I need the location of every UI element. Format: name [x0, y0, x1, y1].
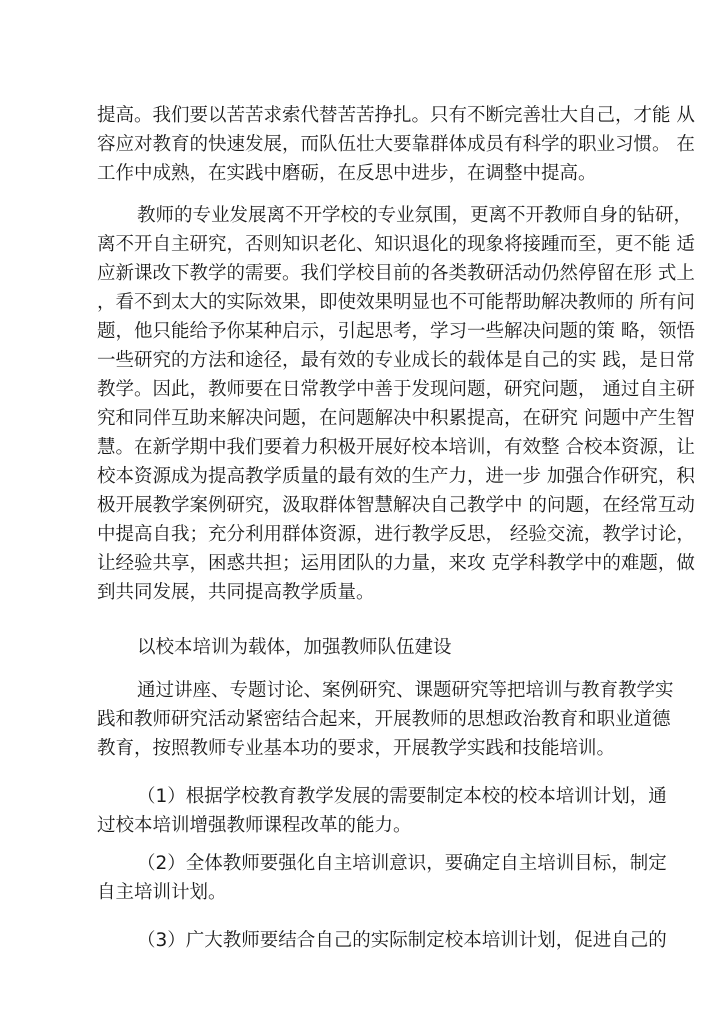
- text-line: 极开展教学案例研究，汲取群体智慧解决自己教学中 的问题，在经常互动: [97, 495, 695, 516]
- paragraph: [97, 926, 667, 955]
- text-line: 慧。在新学期中我们要着力积极开展好校本培训，有效整 合校本资源，让: [97, 437, 695, 458]
- paragraph: [97, 849, 667, 907]
- text-line: 一些研究的方法和途径，最有效的专业成长的载体是自己的实 践，是日常: [97, 350, 695, 371]
- paragraph: [97, 782, 667, 840]
- text-line: 中提高自我；充分利用群体资源，进行教学反思， 经验交流，教学讨论，: [97, 524, 695, 545]
- paragraph: [97, 201, 695, 607]
- text-line: 通过讲座、专题讨论、案例研究、课题研究等把培训与教育教学实: [137, 680, 674, 701]
- text-line: 教师的专业发展离不开学校的专业氛围，更离不开教师自身的钻研，: [137, 205, 693, 226]
- text-line: 教育，按照教师专业基本功的要求，开展教学实践和技能培训。: [97, 738, 616, 759]
- text-line: （1）根据学校教育教学发展的需要制定本校的校本培训计划，通: [137, 786, 667, 807]
- text-line: 题，他只能给予你某种启示，引起思考，学习一些解决问题的策 略，领悟: [97, 321, 695, 342]
- text-line: （3）广大教师要结合自己的实际制定校本培训计划，促进自己的: [137, 930, 667, 951]
- text-line: 让经验共享，困惑共担；运用团队的力量，来攻 克学科教学中的难题，做: [97, 553, 695, 574]
- text-line: 工作中成熟，在实践中磨砺，在反思中进步，在调整中提高。: [97, 163, 597, 184]
- text-line: （2）全体教师要强化自主培训意识，要确定自主培训目标，制定: [137, 853, 667, 874]
- text-line: 自主培训计划。: [97, 882, 227, 903]
- text-line: 践和教师研究活动紧密结合起来，开展教师的思想政治教育和职业道德: [97, 709, 671, 730]
- section-heading: [97, 633, 617, 662]
- text-line: 应新课改下教学的需要。我们学校目前的各类教研活动仍然停留在形 式上: [97, 263, 695, 284]
- text-line: 以校本培训为载体，加强教师队伍建设: [137, 637, 452, 658]
- text-line: 过校本培训增强教师课程改革的能力。: [97, 815, 412, 836]
- text-line: 教学。因此，教师要在日常教学中善于发现问题，研究问题， 通过自主研: [97, 379, 695, 400]
- text-line: 到共同发展，共同提高教学质量。: [97, 582, 375, 603]
- text-line: 离不开自主研究，否则知识老化、知识退化的现象将接踵而至，更不能 适: [97, 234, 695, 255]
- text-line: 校本资源成为提高教学质量的最有效的生产力，进一步 加强合作研究，积: [97, 466, 695, 487]
- paragraph: [97, 101, 695, 188]
- text-line: 提高。我们要以苦苦求索代替苦苦挣扎。只有不断完善壮大自己，才能 从: [97, 105, 695, 126]
- text-line: 容应对教育的快速发展，而队伍壮大要靠群体成员有科学的职业习惯。 在: [97, 134, 695, 155]
- text-line: ，看不到太大的实际效果，即使效果明显也不可能帮助解决教师的 所有问: [97, 292, 695, 313]
- text-line: 究和同伴互助来解决问题，在问题解决中积累提高，在研究 问题中产生智: [97, 408, 695, 429]
- paragraph: [97, 676, 674, 763]
